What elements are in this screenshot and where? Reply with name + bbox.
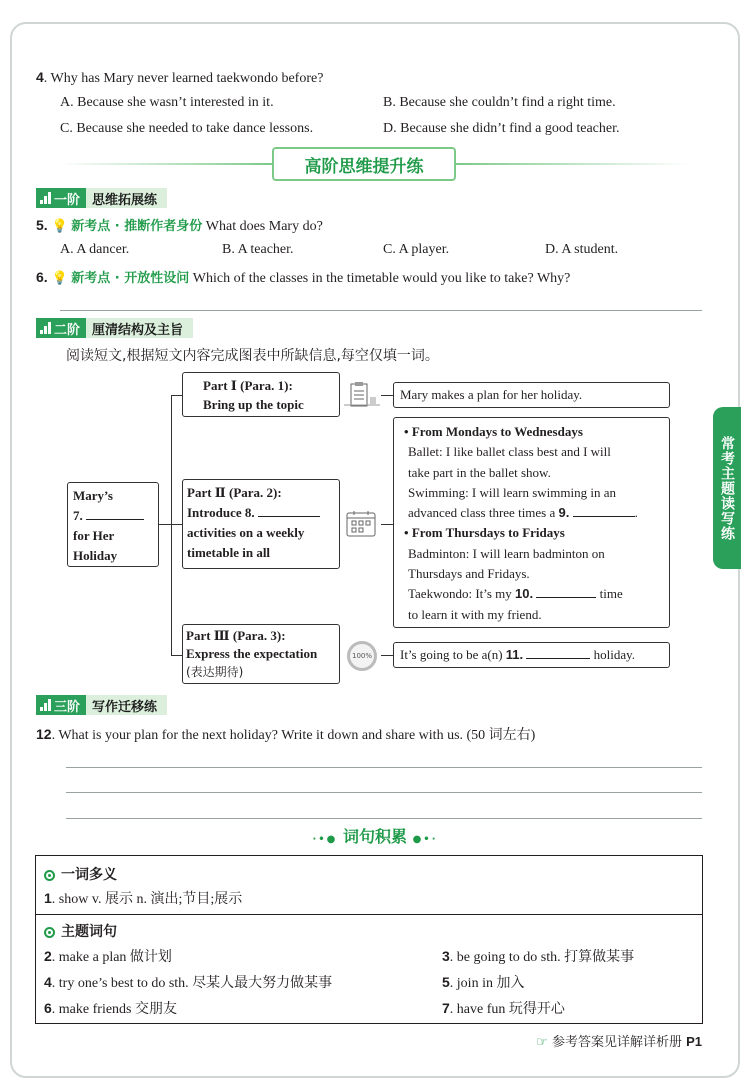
- item-text: . try one’s best to do sth. 尽某人最大努力做某事: [51, 976, 333, 991]
- lightbulb-icon: 💡: [51, 218, 68, 233]
- vocab-item-1: [44, 888, 242, 908]
- q5-option-c: C. A player.: [383, 242, 450, 257]
- vocab-section-2: [44, 921, 117, 941]
- blank-number: 8.: [244, 505, 255, 520]
- part-2-box: [182, 479, 340, 569]
- divider: [36, 914, 702, 915]
- item-text: . make friends 交朋友: [51, 1002, 177, 1017]
- connector: [171, 655, 182, 656]
- vocab-title-text: 词句积累: [342, 827, 407, 846]
- level-title: 思维拓展练: [86, 188, 167, 208]
- question-4: [36, 69, 323, 87]
- vocab-title: ·•● 词句积累 ●•·: [312, 827, 438, 846]
- blank-7[interactable]: [86, 507, 144, 520]
- question-6: 6. 💡 新考点 · 开放性设问 Which of the classes in the timetable would you like to take? Why?: [36, 269, 571, 286]
- instruction-text: 阅读短文,根据短文内容完成图表中所缺信息,每空仅填一词。: [66, 348, 439, 364]
- item-number: 7: [442, 1000, 450, 1016]
- progress-100-icon: 100%: [347, 641, 377, 671]
- section-heading: 一词多义: [61, 867, 117, 883]
- writing-line[interactable]: [66, 792, 702, 793]
- detail-text: holiday.: [593, 647, 636, 662]
- level-tag-label: 二阶: [54, 322, 81, 338]
- page-number: P1: [686, 1034, 702, 1049]
- blank-10[interactable]: [536, 585, 596, 598]
- item-text: . have fun 玩得开心: [449, 1002, 565, 1017]
- new-point-tag: 新考点 · 开放性设问: [71, 271, 190, 286]
- detail-text: Thursdays and Fridays.: [408, 566, 530, 582]
- question-text: Which of the classes in the timetable would you like to take? Why?: [192, 271, 571, 286]
- vocab-item: [442, 998, 565, 1018]
- question-text: . Why has Mary never learned taekwondo before?: [43, 71, 324, 86]
- detail-box-2: • From Mondays to Wednesdays Ballet: I like ballet class best and I will take part in the ballet show. Swimming: I will learn swimming in an advanced class three times a 9. . • From Thursdays to Fridays Badminton: I will learn badminton on Thursdays and Fridays. Taekwondo: It’s my 10. time to learn it with my friend.: [393, 417, 670, 628]
- detail-text: Swimming: I will learn swimming in an: [408, 484, 616, 500]
- connector: [381, 524, 393, 525]
- question-text: . What is your plan for the next holiday? Write it down and share with us. (50 词左右): [51, 728, 536, 743]
- detail-heading: From Mondays to Wednesdays: [411, 424, 583, 439]
- part-text: activities on a weekly: [187, 525, 305, 540]
- item-number: 1: [44, 890, 52, 906]
- part-text: Express the expectation: [186, 646, 318, 661]
- part-title: Part Ⅱ (Para. 2):: [187, 485, 282, 500]
- q5-option-b: B. A teacher.: [222, 242, 294, 257]
- level-title: 厘清结构及主旨: [86, 318, 193, 338]
- connector: [171, 395, 172, 656]
- item-text: . be going to do sth. 打算做某事: [449, 950, 635, 965]
- level-tag: [36, 695, 86, 715]
- vocab-item: [442, 946, 634, 966]
- q4-option-a: A. Because she wasn’t interested in it.: [60, 95, 274, 110]
- item-text: . make a plan 做计划: [51, 950, 172, 965]
- part-title: Part Ⅰ (Para. 1):: [203, 378, 293, 393]
- detail-text: to learn it with my friend.: [408, 606, 542, 622]
- level-title: 写作迁移练: [86, 695, 167, 715]
- item-text: . join in 加入: [449, 976, 525, 991]
- vocab-item: [44, 946, 172, 966]
- item-number: 4: [44, 974, 52, 990]
- level-1-header: [36, 188, 167, 208]
- detail-heading: From Thursdays to Fridays: [411, 525, 565, 541]
- question-number: 12: [36, 726, 52, 742]
- part-text: timetable in all: [187, 545, 271, 560]
- detail-box-3: [393, 642, 670, 668]
- level-tag: [36, 188, 86, 208]
- q5-option-a: A. A dancer.: [60, 242, 130, 257]
- blank-11[interactable]: [526, 646, 590, 659]
- detail-box-1: [393, 382, 670, 408]
- item-number: 6: [44, 1000, 52, 1016]
- detail-text: It’s going to be a(n): [400, 647, 503, 662]
- connector: [159, 524, 171, 525]
- question-5: 5. 💡 新考点 · 推断作者身份 What does Mary do?: [36, 217, 323, 234]
- level-tag: [36, 318, 86, 338]
- bars-icon: [40, 699, 51, 711]
- calendar-icon: [345, 510, 379, 543]
- vocab-item: [44, 998, 177, 1018]
- vocab-section-1: [44, 864, 117, 884]
- question-number: 5: [36, 217, 44, 233]
- vocab-item: [442, 972, 524, 992]
- q4-option-c: C. Because she needed to take dance lessons.: [60, 121, 314, 136]
- part-1-box: [182, 372, 340, 417]
- item-number: 2: [44, 948, 52, 964]
- level-tag-label: 一阶: [54, 192, 81, 208]
- level-tag-label: 三阶: [54, 699, 81, 715]
- banner-line-right: [456, 163, 690, 165]
- connector: [381, 655, 393, 656]
- q5-option-d: D. A student.: [545, 242, 619, 257]
- target-icon: [44, 927, 55, 938]
- connector: [171, 395, 182, 396]
- blank-9[interactable]: [573, 504, 635, 517]
- lightbulb-icon: 💡: [51, 270, 68, 285]
- question-text: What does Mary do?: [205, 219, 323, 234]
- root-line: Mary’s: [73, 488, 113, 503]
- clipboard-icon: [344, 381, 380, 414]
- blank-number: 7.: [73, 508, 83, 523]
- answer-line[interactable]: [60, 310, 702, 311]
- diagram-root-box: [67, 482, 159, 567]
- blank-8[interactable]: [258, 504, 320, 517]
- question-number: 4: [36, 69, 44, 85]
- footer: [536, 1031, 702, 1050]
- part-text: Bring up the topic: [203, 397, 304, 412]
- target-icon: [44, 870, 55, 881]
- item-number: 5: [442, 974, 450, 990]
- connector: [171, 524, 182, 525]
- connector: [381, 395, 393, 396]
- banner-line-left: [60, 163, 272, 165]
- section-heading: 主题词句: [61, 924, 117, 940]
- level-2-header: [36, 318, 193, 338]
- detail-text: advanced class three times a: [408, 505, 556, 521]
- part-title: Part Ⅲ (Para. 3):: [186, 628, 286, 643]
- detail-text: Mary makes a plan for her holiday.: [400, 387, 583, 402]
- blank-number: 11.: [505, 647, 524, 662]
- blank-number: 9.: [558, 505, 570, 521]
- detail-text: Ballet: I like ballet class best and I will: [408, 444, 611, 460]
- question-12: [36, 724, 535, 744]
- item-number: 3: [442, 948, 450, 964]
- footer-text: 参考答案见详解详析册: [551, 1035, 682, 1050]
- writing-line[interactable]: [66, 818, 702, 819]
- root-line: for Her: [73, 528, 115, 543]
- item-text: . show v. 展示 n. 演出;节目;展示: [51, 892, 243, 907]
- detail-text: Taekwondo: It’s my: [408, 586, 512, 602]
- part-text: (表达期待): [186, 665, 244, 679]
- question-number: 6: [36, 269, 44, 285]
- detail-text: Badminton: I will learn badminton on: [408, 545, 605, 561]
- q4-option-b: B. Because she couldn’t find a right time.: [383, 95, 616, 110]
- section-banner: 高阶思维提升练: [272, 147, 456, 181]
- blank-number: 10.: [515, 586, 534, 602]
- part-3-box: [182, 624, 340, 684]
- detail-text: take part in the ballet show.: [408, 464, 551, 480]
- new-point-tag: 新考点 · 推断作者身份: [71, 219, 203, 234]
- part-text: Introduce: [187, 505, 242, 520]
- vocab-box: [35, 855, 703, 1024]
- writing-line[interactable]: [66, 767, 702, 768]
- bars-icon: [40, 322, 51, 334]
- pointing-hand-icon: ☞: [536, 1035, 548, 1050]
- bars-icon: [40, 192, 51, 204]
- vocab-item: [44, 972, 332, 992]
- side-tab: 常考主题读写练: [713, 407, 741, 569]
- detail-text: time: [599, 586, 623, 602]
- root-line: Holiday: [73, 548, 118, 563]
- q4-option-d: D. Because she didn’t find a good teacher.: [383, 121, 620, 136]
- level-3-header: [36, 695, 167, 715]
